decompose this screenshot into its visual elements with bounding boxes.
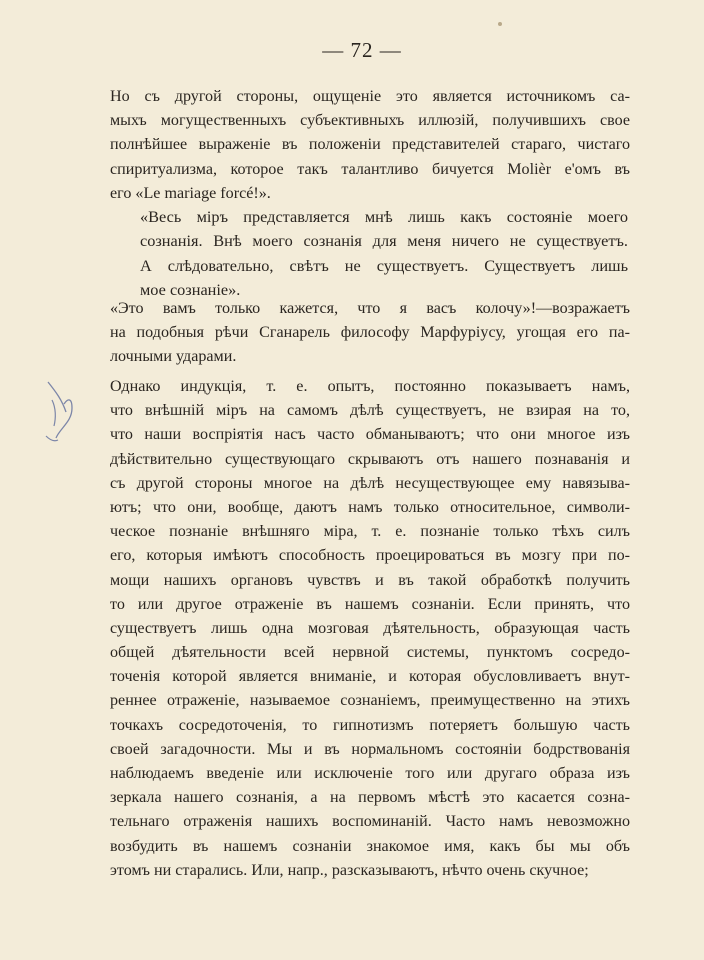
- paper-speck: [498, 22, 502, 26]
- text-line: спиритуализма, которое такъ талантливо бичуется Molièr e'омъ въ: [110, 160, 630, 178]
- text-line: Но съ другой стороны, ощущеніе это является источникомъ са-: [110, 88, 630, 105]
- text-line: А слѣдовательно, свѣтъ не существуетъ. Существуетъ лишь: [140, 255, 628, 275]
- text-line: сознанія. Внѣ моего сознанія для меня ничего не существуетъ.: [140, 231, 628, 251]
- text-line: возбудить въ нашемъ сознаніи знакомое имя, какъ бы мы объ: [110, 837, 630, 855]
- text-line: на подобныя рѣчи Сганарель философу Марфуріусу, угощая его па-: [110, 324, 630, 342]
- text-line: лочными ударами.: [110, 348, 237, 366]
- text-line: дѣйствительно существующаго скрываютъ отъ нашего познаванія и: [110, 450, 630, 468]
- text-line: этомъ ни старались. Или, напр., разсказываютъ, нѣчто очень скучное;: [110, 861, 589, 879]
- paragraph-2: [110, 297, 630, 370]
- text-line: что наши воспріятія насъ часто обманываютъ; что они многое изъ: [110, 426, 630, 444]
- quote-block: [140, 205, 628, 303]
- paragraph-1: [110, 85, 630, 206]
- text-line: съ другой стороны многое на дѣлѣ несуществующее ему навязыва-: [110, 474, 630, 492]
- text-line: его «Le mariage forcé!».: [110, 184, 271, 202]
- text-line: «Весь міръ представляется мнѣ лишь какъ состояніе моего: [140, 207, 628, 226]
- paragraph-3: [110, 375, 630, 883]
- text-line: его, которыя имѣютъ способность проецироваться въ мозгу при по-: [110, 547, 630, 565]
- text-line: своей загадочности. Мы и въ нормальномъ состояніи бодрствованія: [110, 740, 630, 758]
- text-line: ютъ; что они, вообще, даютъ намъ только относительное, символи-: [110, 498, 630, 516]
- text-line: точкахъ сосредоточенія, то гипнотизмъ потеряетъ большую часть: [110, 716, 630, 734]
- text-line: мощи нашихъ органовъ чувствъ и въ такой обработкѣ получить: [110, 571, 630, 589]
- text-line: «Это вамъ только кажется, что я васъ колочу»!—возражаетъ: [110, 300, 630, 317]
- text-line: то или другое отраженіе въ нашемъ сознаніи. Если принять, что: [110, 595, 630, 613]
- text-line: Однако индукція, т. е. опытъ, постоянно показываетъ намъ,: [110, 378, 630, 395]
- text-line: что внѣшній міръ на самомъ дѣлѣ существуетъ, не взирая на то,: [110, 402, 630, 420]
- handwritten-margin-mark: [42, 378, 82, 448]
- text-line: мыхъ могущественныхъ субъективныхъ иллюзій, получившихъ свое: [110, 112, 630, 130]
- text-line: ческое познаніе внѣшняго міра, т. е. познаніе только тѣхъ силъ: [110, 523, 630, 541]
- text-line: реннее отраженіе, называемое сознаніемъ, преимущественно на этихъ: [110, 692, 630, 710]
- text-line: тельнаго отраженія нашихъ воспоминаній. Часто намъ невозможно: [110, 813, 630, 831]
- text-line: зеркала нашего сознанія, а на первомъ мѣстѣ это касается созна-: [110, 789, 630, 807]
- text-line: существуетъ лишь одна мозговая дѣятельность, образующая часть: [110, 619, 630, 637]
- text-line: наблюдаемъ введеніе или исключеніе того или другаго образа изъ: [110, 765, 630, 782]
- text-line: точенія которой является вниманіе, и которая обусловливаетъ внут-: [110, 668, 630, 686]
- text-line: общей дѣятельности всей нервной системы, пунктомъ сосредо-: [110, 644, 630, 662]
- page-number: — 72 —: [322, 38, 402, 62]
- text-line: полнѣйшее выраженіе въ положеніи представителей стараго, чистаго: [110, 136, 630, 154]
- text-line: мое сознаніе».: [140, 280, 241, 300]
